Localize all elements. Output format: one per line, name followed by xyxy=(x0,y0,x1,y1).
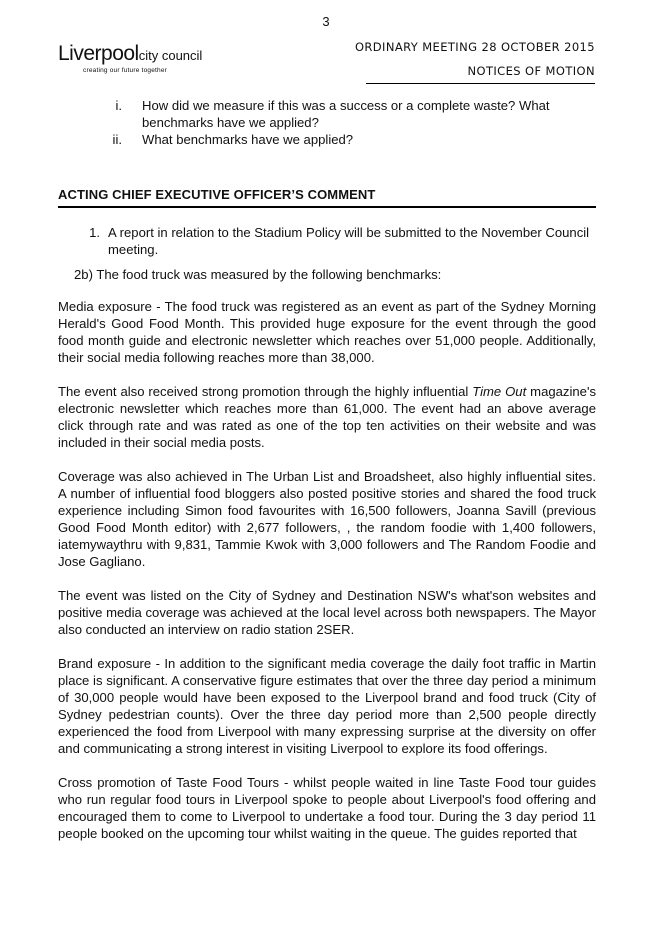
section-title: NOTICES OF MOTION xyxy=(467,64,595,78)
page-number: 3 xyxy=(322,14,330,29)
logo-suffix-text: city council xyxy=(138,48,203,63)
paragraph-listing: The event was listed on the City of Sydney and Destination NSW's what'son websites and positive media coverage was achieved at the local level across both newspapers. The Mayor also conducted an interview on radio station 2SER. xyxy=(58,588,596,637)
emphasis-text: Time Out xyxy=(472,384,527,399)
paragraph-cross-promotion: Cross promotion of Taste Food Tours - whilst people waited in line Taste Food tour guides who run regular food tours in Liverpool spoke to people about Liverpool's food offering and encouraged them to come to Liverpool to undertake a food tour. During the 3 day period 11 people booked on the upcoming tour whilst waiting in the queue. The guides reported that xyxy=(58,775,596,841)
question-item xyxy=(58,131,596,148)
question-text: How did we measure if this was a success or a complete waste? What benchmarks have we applied? xyxy=(142,98,550,130)
document-body xyxy=(58,97,596,842)
logo-wordmark xyxy=(58,44,202,66)
item-2b: 2b) The food truck was measured by the following benchmarks: xyxy=(74,267,442,282)
council-logo xyxy=(58,44,202,74)
paragraph-time-out xyxy=(58,383,596,451)
question-number: i. xyxy=(115,98,122,113)
comment-heading: ACTING CHIEF EXECUTIVE OFFICER’S COMMENT xyxy=(58,186,596,208)
paragraph-brand-exposure: Brand exposure - In addition to the significant media coverage the daily foot traffic in Martin place is significant. A conservative figure estimates that over the three day period a minimum of 30,000 people would have been exposed to the Liverpool brand and food truck (City of Sydney pedestrian counts). Over the three day period more than 2,500 people directly experienced the food from Liverpool with many expressing surprise at the diversity on offer and communicating a strong interest in visiting Liverpool to explore its food offerings. xyxy=(58,656,596,756)
question-item xyxy=(58,97,596,131)
question-text: What benchmarks have we applied? xyxy=(142,132,354,147)
numbered-item-text: A report in relation to the Stadium Policy will be submitted to the November Council meeting. xyxy=(108,225,590,257)
header-divider xyxy=(366,83,595,84)
logo-tagline: creating our future together xyxy=(83,67,168,74)
question-number: ii. xyxy=(112,132,122,147)
paragraph-text: The event also received strong promotion through the highly influential xyxy=(58,384,473,399)
paragraph-media-exposure: Media exposure - The food truck was registered as an event as part of the Sydney Morning Herald's Good Food Month. This provided huge exposure for the event through the good food month guide and electronic newsletter which reaches over 51,000 people. Additionally, their social media following reaches more than 38,000. xyxy=(58,299,596,365)
numbered-item-number: 1. xyxy=(89,225,100,240)
numbered-item xyxy=(58,224,596,258)
paragraph-coverage: Coverage was also achieved in The Urban List and Broadsheet, also highly influential sites. A number of influential food bloggers also posted positive stories and shared the food truck experience including Simon food favourites with 16,500 followers, Joanna Savill (previous Good Food Month editor) with 2,677 followers, , the random foodie with 1,400 followers, iatemywaythru with 9,831, Tammie Kwok with 3,000 followers and The Random Foodie and Jose Gagliano. xyxy=(58,469,596,569)
paragraph-text: magazine's electronic newsletter which reaches more than 61,000. The event had an above average click through rate and was rated as one of the top ten activities on their website and was included in their social media posts. xyxy=(58,384,596,450)
meeting-title: ORDINARY MEETING 28 OCTOBER 2015 xyxy=(354,40,595,54)
logo-main-text: Liverpool xyxy=(58,42,139,65)
